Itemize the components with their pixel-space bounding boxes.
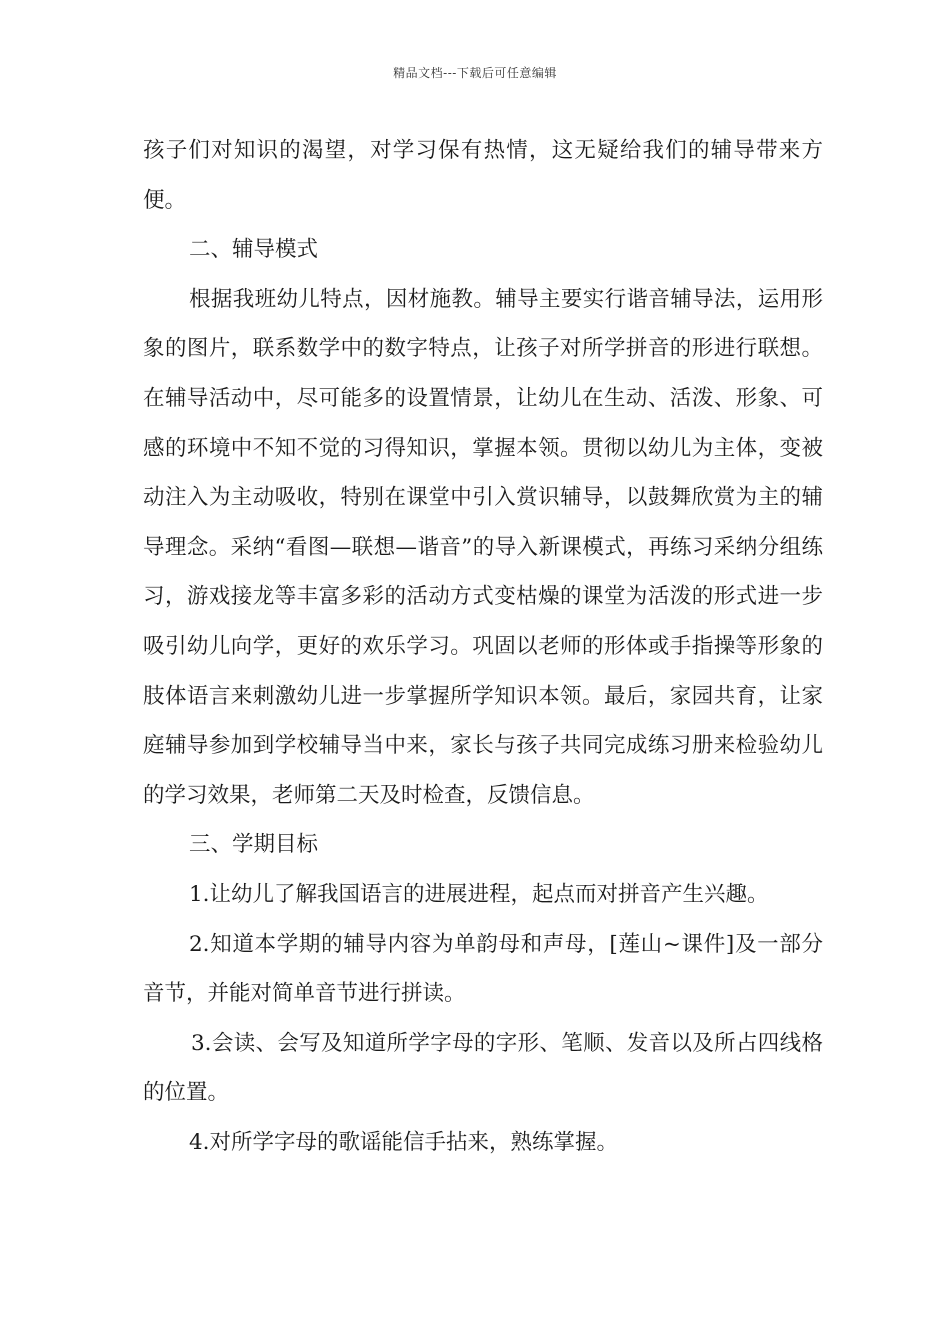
section-heading-goals: 三、学期目标 xyxy=(189,832,319,858)
goal-item-1: 1.让幼儿了解我国语言的进展进程，起点而对拼音产生兴趣。 xyxy=(189,881,769,907)
goal-item-3: 3.会读、会写及知道所学字母的字形、笔顺、发音以及所占四线格的位置。 xyxy=(143,1030,823,1106)
goal-item-4: 4.对所学字母的歌谣能信手拈来，熟练掌握。 xyxy=(189,1129,619,1155)
page-header: 精品文档---下载后可任意编辑 xyxy=(393,66,557,80)
paragraph-intro: 孩子们对知识的渴望，对学习保有热情，这无疑给我们的辅导带来方便。 xyxy=(143,138,823,213)
paragraph-mode: 根据我班幼儿特点，因材施教。辅导主要实行谐音辅导法，运用形象的图片，联系数学中的数字特点，让孩子对所学拼音的形进行联想。在辅导活动中，尽可能多的设置情景，让幼儿在生动、活泼、形象、可感的环境中不知不觉的习得知识，掌握本领。贯彻以幼儿为主体，变被动注入为主动吸收，特别在课堂中引入赏识辅导，以鼓舞欣赏为主的辅导理念。采纳“看图—联想—谐音”的导入新课模式，再练习采纳分组练习，游戏接龙等丰富多彩的活动方式变枯燥的课堂为活泼的形式进一步吸引幼儿向学，更好的欢乐学习。巩固以老师的形体或手指操等形象的肢体语言来刺激幼儿进一步掌握所学知识本领。最后，家园共育，让家庭辅导参加到学校辅导当中来，家长与孩子共同完成练习册来检验幼儿的学习效果，老师第二天及时检查，反馈信息。 xyxy=(143,286,823,808)
document-body xyxy=(143,126,823,1167)
goal-item-2: 2.知道本学期的辅导内容为单韵母和声母，[莲山~课件]及一部分音节，并能对简单音节进行拼读。 xyxy=(143,931,823,1007)
section-heading-mode: 二、辅导模式 xyxy=(189,237,319,263)
